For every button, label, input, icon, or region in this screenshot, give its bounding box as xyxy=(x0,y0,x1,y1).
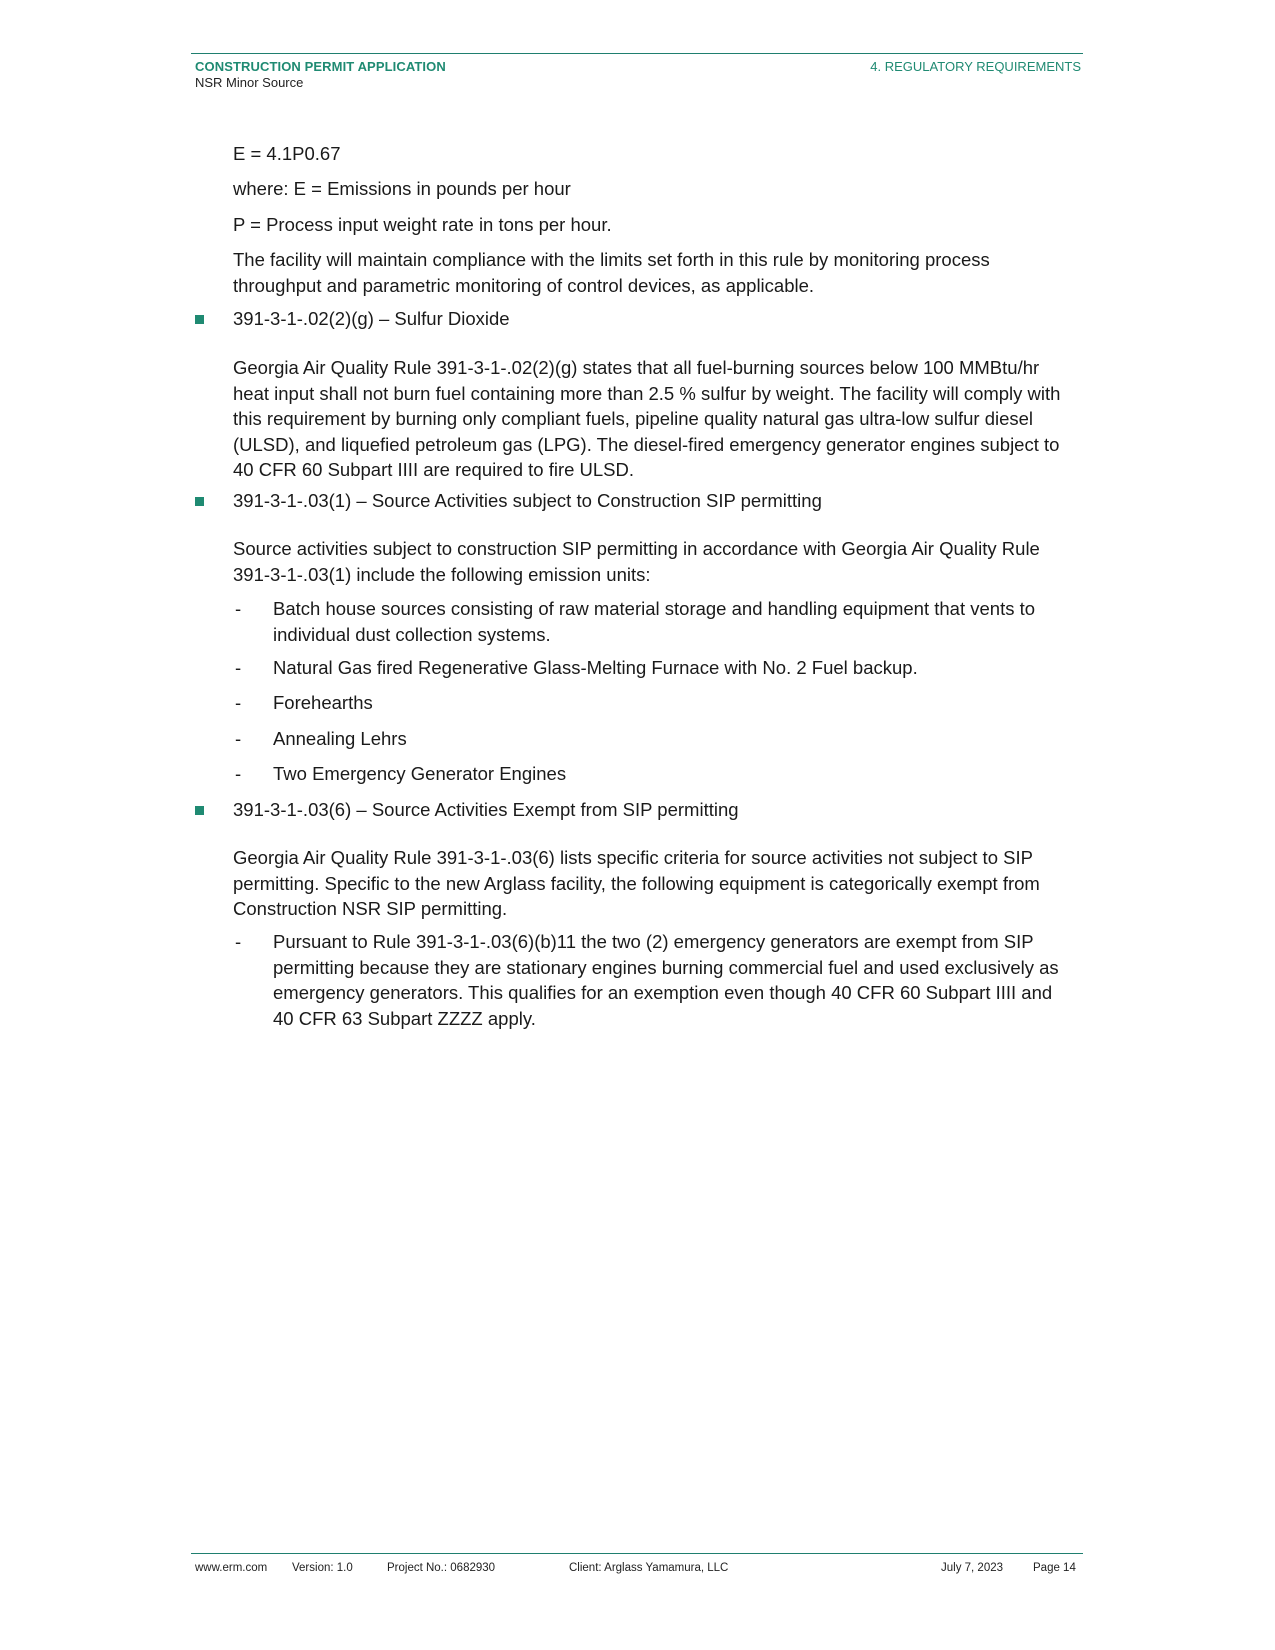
emission-unit: Annealing Lehrs xyxy=(273,728,407,749)
footer-website: www.erm.com xyxy=(195,1562,268,1574)
page-footer xyxy=(191,1553,1083,1574)
footer-project: Project No.: 0682930 xyxy=(387,1562,496,1574)
emission-unit: Two Emergency Generator Engines xyxy=(273,763,567,784)
emission-formula: E = 4.1P0.67 xyxy=(233,143,341,164)
dash-bullet: - xyxy=(235,692,242,713)
formula-where-e: where: E = Emissions in pounds per hour xyxy=(233,178,571,199)
document-title: CONSTRUCTION PERMIT APPLICATION xyxy=(195,59,446,74)
footer-version: Version: 1.0 xyxy=(292,1562,353,1574)
bullet-heading: 391-3-1-.03(6) – Source Activities Exempt from SIP permitting xyxy=(233,799,739,820)
dash-bullet: - xyxy=(235,763,242,784)
footer-date: July 7, 2023 xyxy=(941,1562,1004,1574)
square-bullet-icon xyxy=(195,497,204,506)
section-title: 4. REGULATORY REQUIREMENTS xyxy=(870,59,1081,74)
emission-unit: Forehearths xyxy=(273,692,373,713)
emission-unit: Natural Gas fired Regenerative Glass-Melting Furnace with No. 2 Fuel backup. xyxy=(273,657,918,678)
document-subtitle: NSR Minor Source xyxy=(195,75,304,90)
footer-client: Client: Arglass Yamamura, LLC xyxy=(569,1562,729,1574)
square-bullet-icon xyxy=(195,315,204,324)
compliance-paragraph: The facility will maintain compliance with the limits set forth in this rule by monitoring process throughput and parametric monitoring of control devices, as applicable. xyxy=(233,249,990,296)
sulfur-dioxide-paragraph: Georgia Air Quality Rule 391-3-1-.02(2)(g) states that all fuel-burning sources below 100 MMBtu/hr heat input shall not burn fuel containing more than 2.5 % sulfur by weight. The facility will comply with this requirement by burning only compliant fuels, pipeline quality natural gas ultra-low sulfur diesel (ULSD), and liquefied petroleum gas (LPG). The diesel-fired emergency generator engines subject to 40 CFR 60 Subpart IIII are required to fire ULSD. xyxy=(233,357,1061,480)
footer-page-number: Page 14 xyxy=(1033,1562,1076,1574)
square-bullet-icon xyxy=(195,806,204,815)
dash-bullet: - xyxy=(235,657,242,678)
exempt-equipment: Pursuant to Rule 391-3-1-.03(6)(b)11 the two (2) emergency generators are exempt from SIP permitting because they are stationary engines burning commercial fuel and used exclusively as emergency generators. This qualifies for an exemption even though 40 CFR 60 Subpart IIII and 40 CFR 63 Subpart ZZZZ apply. xyxy=(273,931,1059,1029)
construction-sip-paragraph: Source activities subject to construction SIP permitting in accordance with Georgia Air Quality Rule 391-3-1-.03(1) include the following emission units: xyxy=(233,538,1040,585)
formula-where-p: P = Process input weight rate in tons per hour. xyxy=(233,214,612,235)
bullet-heading: 391-3-1-.02(2)(g) – Sulfur Dioxide xyxy=(233,308,510,329)
page-header xyxy=(191,53,1083,90)
dash-bullet: - xyxy=(235,931,242,952)
dash-bullet: - xyxy=(235,598,242,619)
exempt-sip-paragraph: Georgia Air Quality Rule 391-3-1-.03(6) lists specific criteria for source activities not subject to SIP permitting. Specific to the new Arglass facility, the following equipment is categorically exempt from Construction NSR SIP permitting. xyxy=(233,847,1040,919)
emission-unit: Batch house sources consisting of raw material storage and handling equipment that vents to individual dust collection systems. xyxy=(273,598,1036,645)
dash-bullet: - xyxy=(235,728,242,749)
bullet-heading: 391-3-1-.03(1) – Source Activities subject to Construction SIP permitting xyxy=(233,490,822,511)
